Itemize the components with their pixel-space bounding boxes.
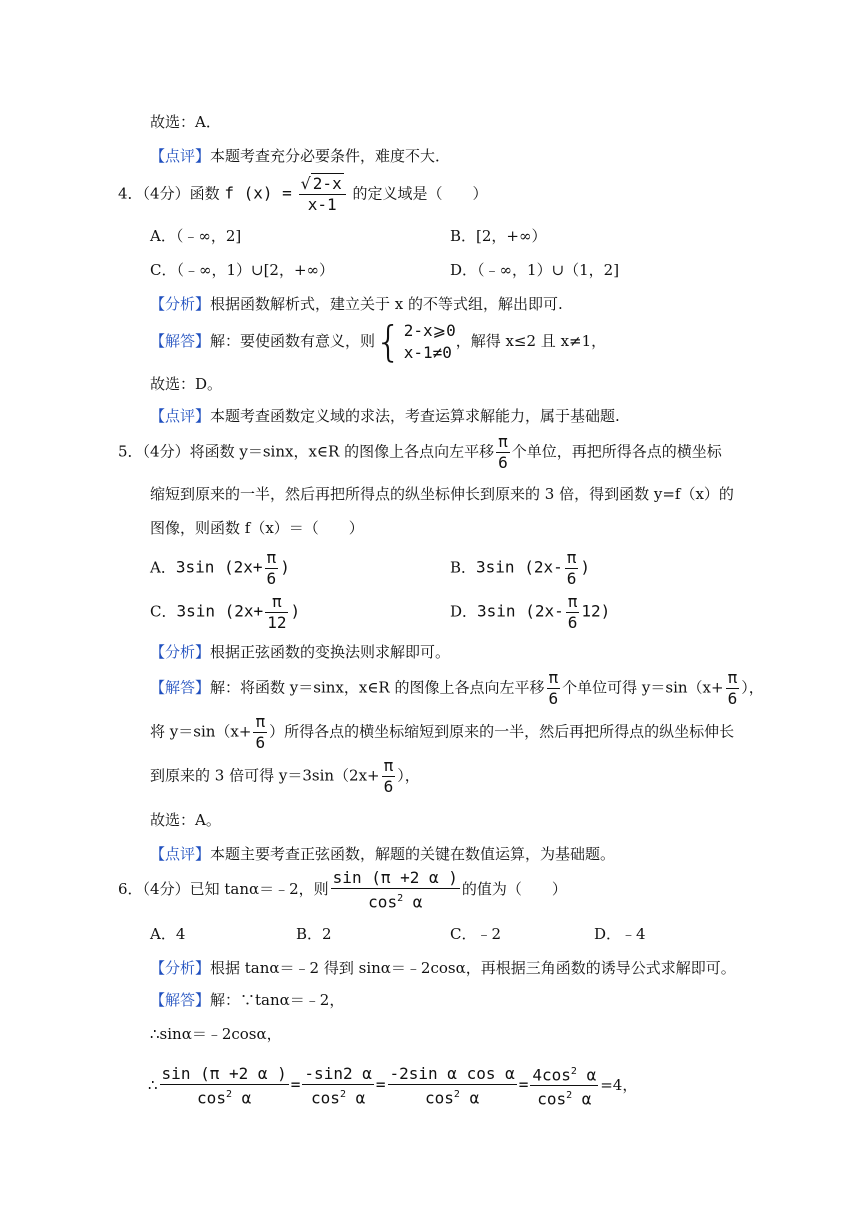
q6-solution-equation xyxy=(148,1062,637,1110)
option-label: C． xyxy=(150,602,177,621)
alpha: α xyxy=(469,1087,480,1107)
result: =4， xyxy=(600,1075,638,1094)
pi: π xyxy=(566,548,577,567)
q4-cases xyxy=(404,320,456,364)
option-label: A． xyxy=(150,558,176,577)
twelve: 12 xyxy=(267,613,287,632)
pi-over-6 xyxy=(496,432,510,473)
six: 6 xyxy=(498,453,508,472)
solution-text: ）， xyxy=(397,766,420,785)
q5-solution-line3 xyxy=(150,756,420,797)
q5-analysis xyxy=(150,642,450,662)
pi: π xyxy=(498,432,508,451)
pi-over-6 xyxy=(265,548,279,589)
analysis-tag: 【分析】 xyxy=(150,295,211,313)
comment-tag: 【点评】 xyxy=(150,147,211,165)
solution-text: 解：将函数 y＝sinx，x∈R 的图像上各点向左平移 xyxy=(210,678,545,697)
q5-stem-line3: 图像，则函数 f（x）＝（ ） xyxy=(150,519,364,537)
square: 2 xyxy=(339,1088,346,1100)
close-paren: ) xyxy=(290,601,301,621)
pi: π xyxy=(548,668,559,687)
cos: cos xyxy=(311,1087,340,1107)
q6-stem-suffix: 的值为（ ） xyxy=(461,880,567,899)
q6-stem-prefix: 6．（4分）已知 tanα＝﹣2，则 xyxy=(118,880,329,899)
eq-fraction-4 xyxy=(530,1062,598,1110)
alpha: α xyxy=(355,1087,366,1107)
cos: cos xyxy=(425,1087,454,1107)
frac-den xyxy=(160,1085,289,1108)
q4-solution xyxy=(150,317,607,366)
brace-symbol: { xyxy=(375,317,402,366)
cos: cos xyxy=(197,1087,226,1107)
eq-fraction-2 xyxy=(302,1064,373,1108)
square: 2 xyxy=(453,1088,460,1100)
alpha: α xyxy=(241,1087,252,1107)
q6-option-b: B．2 xyxy=(296,925,332,943)
alpha: α xyxy=(581,1089,592,1109)
q5-option-b xyxy=(450,548,590,589)
option-math: 12) xyxy=(581,601,611,621)
six: 6 xyxy=(727,689,738,708)
option-math: 3sin (2x- xyxy=(477,601,564,621)
q4-choose: 故选：D。 xyxy=(150,375,223,393)
equals: = xyxy=(375,1074,386,1094)
therefore-symbol: ∴ xyxy=(148,1075,158,1094)
q4-stem xyxy=(118,174,488,215)
option-label: B． xyxy=(450,558,477,577)
six: 6 xyxy=(566,569,577,588)
q6-option-c: C．﹣2 xyxy=(450,925,502,943)
q4-option-d: D．（﹣∞，1）∪（1，2] xyxy=(450,261,620,279)
q4-analysis xyxy=(150,294,563,314)
pi: π xyxy=(383,756,394,775)
six: 6 xyxy=(383,777,394,796)
analysis-text: 根据函数解析式，建立关于 x 的不等式组，解出即可. xyxy=(210,295,563,313)
square: 2 xyxy=(570,1066,577,1077)
cos: cos xyxy=(368,892,398,912)
q6-den xyxy=(331,889,460,912)
q4-comment xyxy=(150,406,620,426)
q6-fraction xyxy=(331,868,460,912)
comment-text: 本题主要考查正弦函数，解题的关键在数值运算，为基础题。 xyxy=(210,845,616,863)
pi: π xyxy=(727,668,738,687)
q5-solution-line2 xyxy=(150,712,734,753)
pi: π xyxy=(265,592,288,613)
equals: = xyxy=(518,1074,529,1094)
q4-fraction: $\frac{√ 2-x}{x-1}$ xyxy=(299,174,346,215)
alpha: α xyxy=(586,1065,597,1085)
six: 6 xyxy=(567,613,578,632)
case-2: x-1≠0 xyxy=(403,343,452,362)
frac-num xyxy=(530,1062,598,1086)
q4-num: 2-x xyxy=(312,174,342,193)
solution-prefix: 解：要使函数有意义，则 xyxy=(210,332,376,350)
q6-analysis xyxy=(150,958,736,978)
q6-option-a: A．4 xyxy=(150,925,186,943)
four-cos: 4cos xyxy=(532,1065,571,1085)
q3-comment xyxy=(150,146,450,166)
six: 6 xyxy=(266,569,277,588)
comment-text: 本题考查函数定义域的求法，考查运算求解能力，属于基础题. xyxy=(210,407,620,425)
frac-num: sin (π +2 α ) xyxy=(161,1063,287,1083)
solution-text: 到原来的 3 倍可得 y＝3sin（2x+ xyxy=(150,766,380,785)
solution-text: 个单位可得 y＝sin（x+ xyxy=(562,678,724,697)
option-math: 3sin (2x+ xyxy=(175,557,263,577)
cos: cos xyxy=(537,1089,567,1109)
pi-over-6 xyxy=(382,756,396,797)
pi-over-6 xyxy=(253,712,267,753)
q4-option-c: C．（﹣∞，1）∪[2，+∞） xyxy=(150,261,335,279)
comment-tag: 【点评】 xyxy=(150,845,211,863)
pi-over-12 xyxy=(265,592,288,633)
q4-fx: f (x) = xyxy=(224,183,292,203)
q4-stem-prefix: 4．（4分）函数 xyxy=(118,184,220,203)
frac-num: -sin2 α xyxy=(304,1063,372,1083)
solution-text: ）， xyxy=(741,678,764,697)
q5-comment xyxy=(150,844,615,864)
q4-den: x-1 xyxy=(307,195,337,214)
frac-den xyxy=(530,1086,598,1109)
alpha: α xyxy=(412,892,423,912)
analysis-tag: 【分析】 xyxy=(150,959,211,977)
frac-num: -2sin α cos α xyxy=(389,1063,515,1083)
q5-option-c xyxy=(150,592,300,633)
analysis-text: 根据正弦函数的变换法则求解即可。 xyxy=(210,643,451,661)
pi-over-6 xyxy=(726,668,740,709)
solution-text: ）所得各点的横坐标缩短到原来的一半，然后再把所得点的纵坐标伸长 xyxy=(269,722,735,741)
q6-num: sin (π +2 α ) xyxy=(332,868,458,887)
six: 6 xyxy=(255,733,266,752)
q6-option-d: D．﹣4 xyxy=(594,925,646,943)
solution-tag: 【解答】 xyxy=(150,332,211,350)
pi: π xyxy=(567,592,578,611)
q5-stem-line1 xyxy=(118,432,722,473)
pi-over-6 xyxy=(565,548,579,589)
pi: π xyxy=(255,712,266,731)
eq-fraction-1 xyxy=(160,1064,289,1108)
pi: π xyxy=(266,548,277,567)
q6-stem xyxy=(118,868,567,912)
option-math: 3sin (2x- xyxy=(476,557,563,577)
q3-choose: 故选：A． xyxy=(150,113,221,131)
q4-stem-suffix: 的定义域是（ ） xyxy=(352,184,488,203)
q4-option-b: B．[2，+∞） xyxy=(450,227,547,245)
frac-den xyxy=(302,1085,373,1108)
q5-option-a xyxy=(150,548,290,589)
q5-stem-text: 个单位，再把所得各点的横坐标 xyxy=(511,442,722,461)
option-math: 3sin (2x+ xyxy=(176,601,264,621)
case-1: 2-x⩾0 xyxy=(403,321,456,340)
square: 2 xyxy=(566,1090,573,1102)
q5-stem-line2: 缩短到原来的一半，然后再把所得点的纵坐标伸长到原来的 3 倍，得到函数 y=f（x）的 xyxy=(150,485,734,503)
q6-solution-line2: ∴sinα＝﹣2cosα， xyxy=(150,1025,282,1043)
solution-tag: 【解答】 xyxy=(150,678,211,697)
q6-solution-line1 xyxy=(150,990,344,1010)
q5-choose: 故选：A。 xyxy=(150,811,221,829)
eq-fraction-3 xyxy=(388,1064,517,1108)
option-label: D． xyxy=(450,602,478,621)
close-paren: ) xyxy=(580,557,591,577)
equals: = xyxy=(290,1074,301,1094)
frac-den xyxy=(388,1085,517,1108)
comment-text: 本题考查充分必要条件，难度不大． xyxy=(210,147,451,165)
q5-stem-text: 5．（4分）将函数 y＝sinx，x∈R 的图像上各点向左平移 xyxy=(118,442,495,461)
pi-over-6 xyxy=(566,592,580,633)
close-paren: ) xyxy=(280,557,290,577)
analysis-text: 根据 tanα＝﹣2 得到 sinα＝﹣2cosα，再根据三角函数的诱导公式求解即可。 xyxy=(210,959,736,977)
six: 6 xyxy=(548,689,559,708)
solution-text: 将 y＝sin（x+ xyxy=(150,722,252,741)
solution-tag: 【解答】 xyxy=(150,991,211,1009)
q5-option-d xyxy=(450,592,610,633)
solution-text: 解：∵tanα＝﹣2， xyxy=(210,991,345,1009)
square: 2 xyxy=(397,893,404,904)
solution-suffix: ，解得 x≤2 且 x≠1， xyxy=(455,332,607,350)
comment-tag: 【点评】 xyxy=(150,407,211,425)
square: 2 xyxy=(225,1088,232,1100)
q4-option-a: A．（﹣∞，2] xyxy=(150,227,242,245)
analysis-tag: 【分析】 xyxy=(150,643,211,661)
q5-solution-line1 xyxy=(150,668,764,709)
pi-over-6 xyxy=(547,668,561,709)
